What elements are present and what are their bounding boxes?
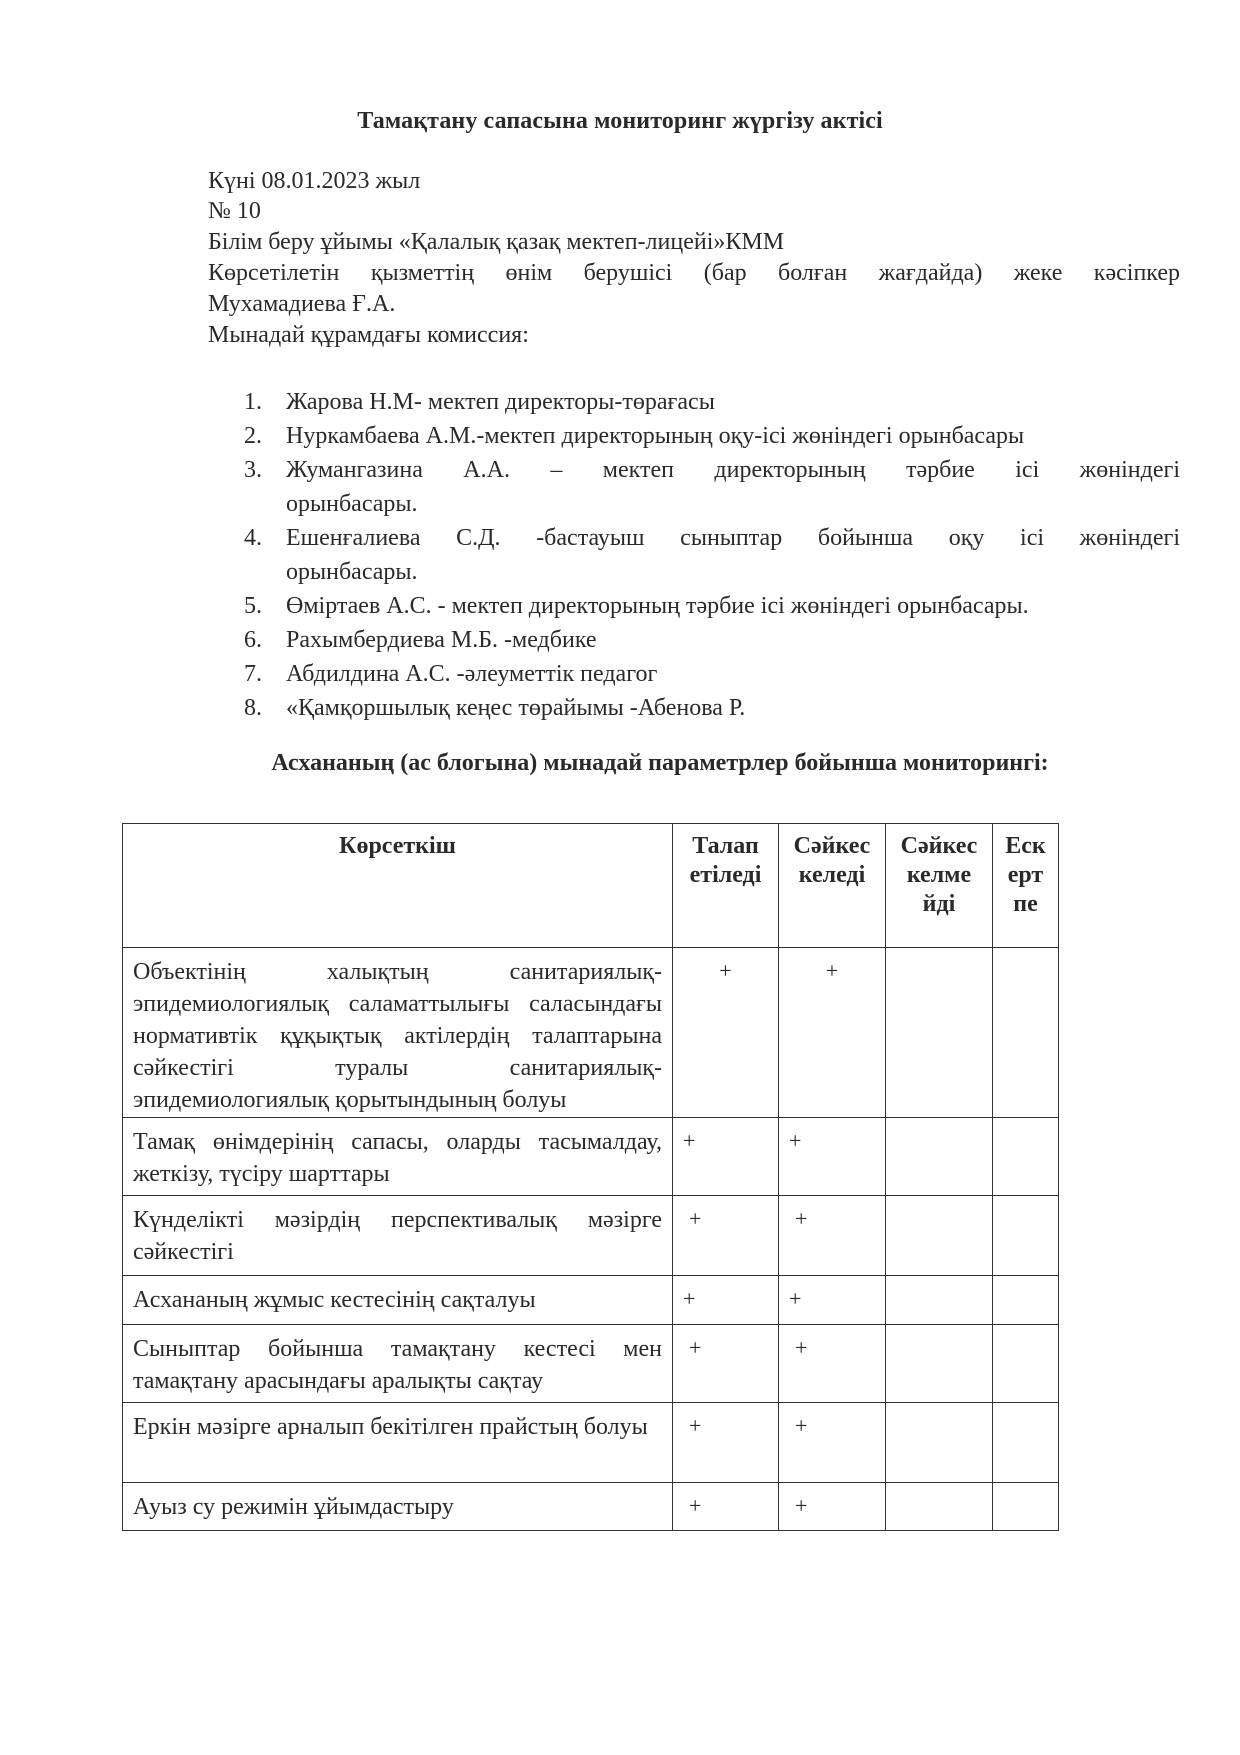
indicator-cell: Күнделікті мәзірдің перспективалық мәзірге сәйкестігі bbox=[123, 1196, 673, 1276]
indicator-cell: Объектінің халықтың санитариялық-эпидемиологиялық саламаттылығы саласындағы нормативтік құқықтық актілердің талаптарына сәйкестігі туралы санитариялық-эпидемиологиялық қорытындының болуы bbox=[123, 948, 673, 1118]
not-complies-cell bbox=[886, 1196, 993, 1276]
not-complies-cell bbox=[886, 948, 993, 1118]
header-required: Талап етіледі bbox=[673, 824, 779, 948]
complies-cell: + bbox=[779, 1276, 886, 1325]
list-item: 2. Нуркамбаева А.М.-мектеп директорының оқу-ісі жөніндегі орынбасары bbox=[244, 423, 1025, 449]
indicator-cell: Ауыз су режимін ұйымдастыру bbox=[123, 1483, 673, 1531]
indicator-cell: Еркін мәзірге арналып бекітілген прайстың болуы bbox=[123, 1403, 673, 1483]
header-complies: Сәйкес келеді bbox=[779, 824, 886, 948]
table-header-row bbox=[123, 824, 1059, 948]
complies-cell: + bbox=[779, 948, 886, 1118]
commission-label: Мынадай құрамдағы комиссия: bbox=[208, 322, 529, 348]
list-item: 6. Рахымбердиева М.Б. -медбике bbox=[244, 627, 597, 653]
indicator-cell: Тамақ өнімдерінің сапасы, оларды тасымалдау, жеткізу, түсіру шарттары bbox=[123, 1118, 673, 1196]
required-cell: + bbox=[673, 1483, 779, 1531]
note-cell bbox=[993, 1118, 1059, 1196]
not-complies-cell bbox=[886, 1118, 993, 1196]
note-cell bbox=[993, 1325, 1059, 1403]
list-item: 4. Ешенғалиева С.Д. -бастауыш сыныптар бойынша оқу ісі жөніндегі орынбасары. bbox=[244, 525, 1180, 585]
organization-line: Білім беру ұйымы «Қалалық қазақ мектеп-лицейі»КММ bbox=[208, 229, 785, 255]
header-not-complies: Сәйкес келме йді bbox=[886, 824, 993, 948]
table-row bbox=[123, 1403, 1059, 1483]
document-title: Тамақтану сапасына мониторинг жүргізу актісі bbox=[357, 108, 883, 134]
header-note: Еск ерт пе bbox=[993, 824, 1059, 948]
complies-cell: + bbox=[779, 1483, 886, 1531]
indicator-cell: Сыныптар бойынша тамақтану кестесі мен тамақтану арасындағы аралықты сақтау bbox=[123, 1325, 673, 1403]
provider-line: Көрсетілетін қызметтің өнім берушісі (бар болған жағдайда) жеке кәсіпкер bbox=[208, 260, 1180, 286]
complies-cell: + bbox=[779, 1325, 886, 1403]
note-cell bbox=[993, 1483, 1059, 1531]
header-indicator: Көрсеткіш bbox=[123, 824, 673, 948]
note-cell bbox=[993, 1403, 1059, 1483]
list-item: 1. Жарова Н.М- мектеп директоры-төрағасы bbox=[244, 389, 715, 415]
required-cell: + bbox=[673, 1403, 779, 1483]
table-row bbox=[123, 1483, 1059, 1531]
table-row bbox=[123, 1196, 1059, 1276]
complies-cell: + bbox=[779, 1118, 886, 1196]
act-number: № 10 bbox=[208, 198, 261, 224]
note-cell bbox=[993, 948, 1059, 1118]
section-title: Асхананың (ас блогына) мынадай параметрлер бойынша мониторингі: bbox=[271, 750, 1049, 776]
not-complies-cell bbox=[886, 1483, 993, 1531]
required-cell: + bbox=[673, 1118, 779, 1196]
table-row bbox=[123, 1118, 1059, 1196]
list-item: 7. Абдилдина А.С. -әлеуметтік педагог bbox=[244, 661, 658, 687]
required-cell: + bbox=[673, 1325, 779, 1403]
table-row bbox=[123, 1276, 1059, 1325]
required-cell: + bbox=[673, 1276, 779, 1325]
monitoring-table bbox=[122, 823, 1059, 1531]
required-cell: + bbox=[673, 948, 779, 1118]
not-complies-cell bbox=[886, 1403, 993, 1483]
not-complies-cell bbox=[886, 1276, 993, 1325]
complies-cell: + bbox=[779, 1196, 886, 1276]
list-item: 3. Жумангазина А.А. – мектеп директорының тәрбие ісі жөніндегі орынбасары. bbox=[244, 457, 1180, 517]
note-cell bbox=[993, 1276, 1059, 1325]
not-complies-cell bbox=[886, 1325, 993, 1403]
list-item: 5. Өміртаев А.С. - мектеп директорының тәрбие ісі жөніндегі орынбасары. bbox=[244, 593, 1029, 619]
table-row bbox=[123, 1325, 1059, 1403]
note-cell bbox=[993, 1196, 1059, 1276]
date-line: Күні 08.01.2023 жыл bbox=[208, 168, 421, 194]
required-cell: + bbox=[673, 1196, 779, 1276]
commission-list bbox=[244, 385, 1180, 725]
list-item: 8. «Қамқоршылық кеңес төрайымы -Абенова Р. bbox=[244, 695, 746, 721]
provider-name: Мухамадиева Ғ.А. bbox=[208, 291, 396, 317]
table-row bbox=[123, 948, 1059, 1118]
complies-cell: + bbox=[779, 1403, 886, 1483]
indicator-cell: Асхананың жұмыс кестесінің сақталуы bbox=[123, 1276, 673, 1325]
